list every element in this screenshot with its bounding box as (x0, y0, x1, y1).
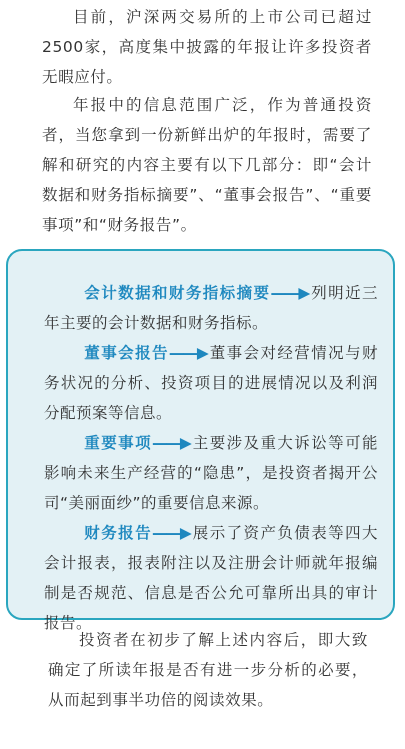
term-board-report: 董事会报告 (84, 344, 169, 362)
arrow-icon: ——▶ (152, 524, 191, 542)
term-major-matters: 重要事项 (84, 434, 152, 452)
summary-box (6, 249, 395, 632)
desc-financial-report: 展示了资产负债表等四大会计报表，报表附注以及注册会计师就年报编制是否规范、信息是否公允可靠所出具的审计报告。 (44, 524, 378, 632)
desc-major-matters: 主要涉及重大诉讼等可能影响未来生产经营的“隐患”，是投资者揭开公司“美丽面纱”的重要信息来源。 (44, 434, 378, 512)
arrow-icon: ——▶ (152, 434, 191, 452)
term-financial-report: 财务报告 (84, 524, 152, 542)
arrow-icon: ——▶ (270, 284, 310, 302)
desc-accounting-data: 列明近三年主要的会计数据和财务指标。 (44, 284, 378, 332)
summary-item-financial-report (44, 518, 378, 638)
summary-item-board-report (44, 338, 378, 428)
arrow-icon: ——▶ (168, 344, 208, 362)
summary-item-accounting (44, 278, 378, 338)
intro-paragraph-1: 目前，沪深两交易所的上市公司已超过2500家，高度集中披露的年报让许多投资者无暇应付。 (42, 8, 372, 86)
desc-board-report: 董事会对经营情况与财务状况的分析、投资项目的进展情况以及利润分配预案等信息。 (44, 344, 378, 422)
summary-item-major-matters (44, 428, 378, 518)
summary-box-content (44, 278, 378, 638)
intro-paragraph-2: 年报中的信息范围广泛，作为普通投资者，当您拿到一份新鲜出炉的年报时，需要了解和研究的内容主要有以下几部分：即“会计数据和财务指标摘要”、“董事会报告”、“重要事项”和“财务报告”。 (42, 96, 372, 234)
term-accounting-data: 会计数据和财务指标摘要 (84, 284, 271, 302)
outro-paragraph: 投资者在初步了解上述内容后，即大致确定了所读年报是否有进一步分析的必要，从而起到事半功倍的阅读效果。 (48, 631, 368, 709)
